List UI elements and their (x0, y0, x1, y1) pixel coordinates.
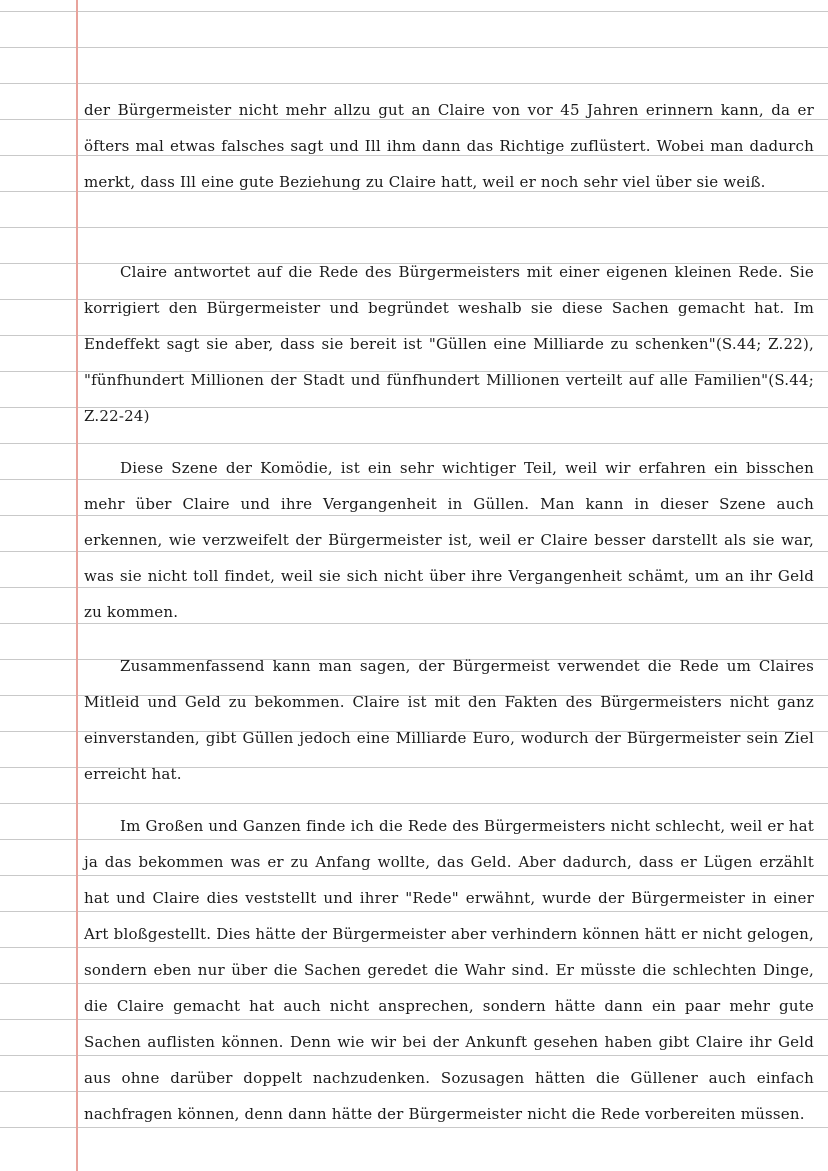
paragraph-evaluation (84, 808, 814, 1132)
paragraph-claire-answer (84, 254, 814, 434)
paragraph-scene-importance (84, 450, 814, 630)
paragraph-summary (84, 648, 814, 792)
paragraph-text: Im Großen und Ganzen finde ich die Rede des Bürgermeisters nicht schlecht, weil er hat ja das bekommen was er zu Anfang wollte, das Geld. Aber dadurch, dass er Lügen erzählt hat und Claire dies veststellt und ihrer "Rede" erwähnt, wurde der Bürgermeister in einer Art bloßgestellt. Dies hätte der Bürgermeister aber verhindern können hätt er nicht gelogen, sondern eben nur über die Sachen geredet die Wahr sind. Er müsste die schlechten Dinge, die Claire gemacht hat auch nicht ansprechen, sondern hätte dann ein paar mehr gute Sachen auflisten können. Denn wie wir bei der Ankunft gesehen haben gibt Claire ihr Geld aus ohne darüber doppelt nachzudenken. Sozusagen hätten die Güllener auch einfach nachfragen können, denn dann hätte der Bürgermeister nicht die Rede vorbereiten müssen. (84, 817, 814, 1123)
paragraph-text: der Bürgermeister nicht mehr allzu gut an Claire von vor 45 Jahren erinnern kann, da er öfters mal etwas falsches sagt und Ill ihm dann das Richtige zuflüstert. Wobei man dadurch merkt, dass Ill eine gute Beziehung zu Claire hatt, weil er noch sehr viel über sie weiß. (84, 101, 814, 191)
margin-line (76, 0, 78, 1171)
paragraph-text: Claire antwortet auf die Rede des Bürgermeisters mit einer eigenen kleinen Rede. Sie korrigiert den Bürgermeister und begründet weshalb sie diese Sachen gemacht hat. Im Endeffekt sagt sie aber, dass sie bereit ist "Güllen eine Milliarde zu schenken"(S.44; Z.22), "fünfhundert Millionen der Stadt und fünfhundert Millionen verteilt auf alle Familien"(S.44; Z.22-24) (84, 263, 814, 425)
paragraph-text: Zusammenfassend kann man sagen, der Bürgermeist verwendet die Rede um Claires Mitleid und Geld zu bekommen. Claire ist mit den Fakten des Bürgermeisters nicht ganz einverstanden, gibt Güllen jedoch eine Milliarde Euro, wodurch der Bürgermeister sein Ziel erreicht hat. (84, 657, 814, 783)
paragraph-continuation (84, 92, 814, 200)
paragraph-text: Diese Szene der Komödie, ist ein sehr wichtiger Teil, weil wir erfahren ein bisschen mehr über Claire und ihre Vergangenheit in Güllen. Man kann in dieser Szene auch erkennen, wie verzweifelt der Bürgermeister ist, weil er Claire besser darstellt als sie war, was sie nicht toll findet, weil sie sich nicht über ihre Vergangenheit schämt, um an ihr Geld zu kommen. (84, 459, 814, 621)
